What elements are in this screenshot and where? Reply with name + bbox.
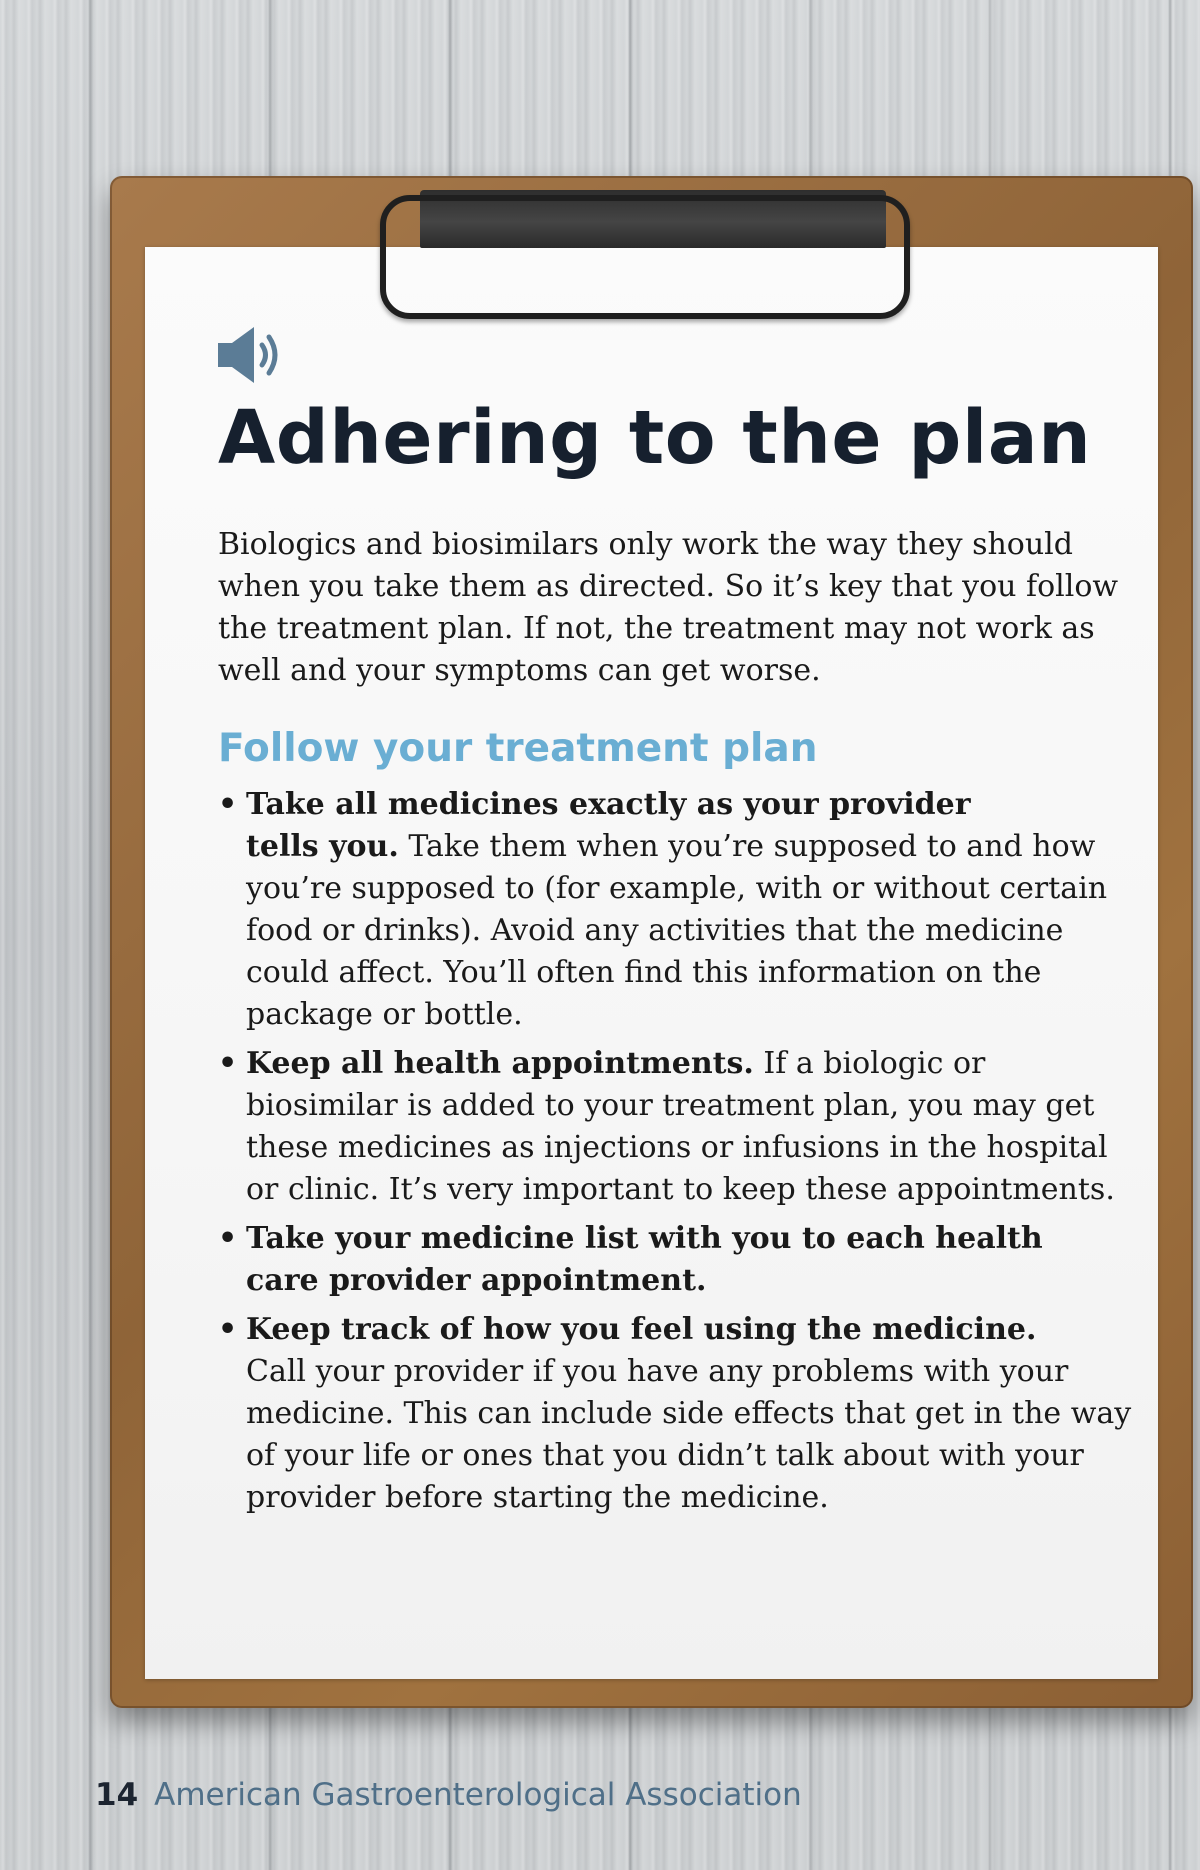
list-item-line: [246, 1309, 1118, 1351]
list-item-keep-appointments: [218, 1043, 1118, 1211]
list-item-medicine-list: [218, 1218, 1118, 1302]
intro-line: Biologics and biosimilars only work the way they should: [218, 527, 1073, 562]
list-item-line: Call your provider if you have any problems with your: [246, 1354, 1069, 1389]
bullet-glyph: •: [218, 1046, 238, 1081]
list-item-line: [246, 1218, 1118, 1260]
list-item-line: could affect. You’ll often find this information on the: [246, 955, 1042, 990]
list-item-text: If a biologic or: [753, 1046, 986, 1081]
list-item-line: biosimilar is added to your treatment plan, you may get: [246, 1088, 1095, 1123]
intro-paragraph: [218, 524, 1119, 692]
list-item-line: food or drinks). Avoid any activities that the medicine: [246, 913, 1064, 948]
list-item-track-feelings: [218, 1309, 1132, 1519]
page-number: 14: [95, 1777, 139, 1813]
intro-line: well and your symptoms can get worse.: [218, 653, 821, 688]
section-subheading: Follow your treatment plan: [218, 726, 818, 771]
intro-line: when you take them as directed. So it’s key that you follow: [218, 569, 1119, 604]
speaker-icon[interactable]: [216, 325, 288, 385]
page-title: Adhering to the plan: [218, 395, 1092, 481]
bullet-glyph: •: [218, 1312, 238, 1347]
footer-organization: American Gastroenterological Association: [154, 1777, 802, 1813]
bullet-glyph: •: [218, 1221, 238, 1256]
list-item-bold-text: Take all medicines exactly as your provider: [246, 787, 971, 822]
list-item-line: [246, 1260, 1118, 1302]
speaker-icon-graphic: [216, 325, 288, 385]
list-item-line: [246, 784, 1118, 826]
list-item-line: package or bottle.: [246, 997, 523, 1032]
list-item-line: [246, 1043, 1118, 1085]
list-item-bold-text: care provider appointment.: [246, 1263, 707, 1298]
list-item-bold-text: Keep track of how you feel using the medicine.: [246, 1312, 1037, 1347]
bullet-glyph: •: [218, 787, 238, 822]
page-footer: [95, 1777, 802, 1813]
list-item-text: Take them when you’re supposed to and how: [398, 829, 1096, 864]
list-item-line: these medicines as injections or infusions in the hospital: [246, 1130, 1108, 1165]
list-item-bold-text: Take your medicine list with you to each health: [246, 1221, 1043, 1256]
list-item-line: of your life or ones that you didn’t talk about with your: [246, 1438, 1084, 1473]
list-item-line: or clinic. It’s very important to keep these appointments.: [246, 1172, 1115, 1207]
list-item-line: you’re supposed to (for example, with or without certain: [246, 871, 1108, 906]
list-item-line: provider before starting the medicine.: [246, 1480, 829, 1515]
clipboard-clip-ring: [380, 195, 910, 319]
treatment-plan-list: [218, 784, 1132, 1526]
list-item-line: medicine. This can include side effects that get in the way: [246, 1396, 1132, 1431]
list-item-bold-text: Keep all health appointments.: [246, 1046, 754, 1081]
list-item-bold-text: tells you.: [246, 829, 399, 864]
list-item-line: [246, 826, 1118, 868]
intro-line: the treatment plan. If not, the treatment may not work as: [218, 611, 1095, 646]
list-item-take-medicines: [218, 784, 1118, 1036]
